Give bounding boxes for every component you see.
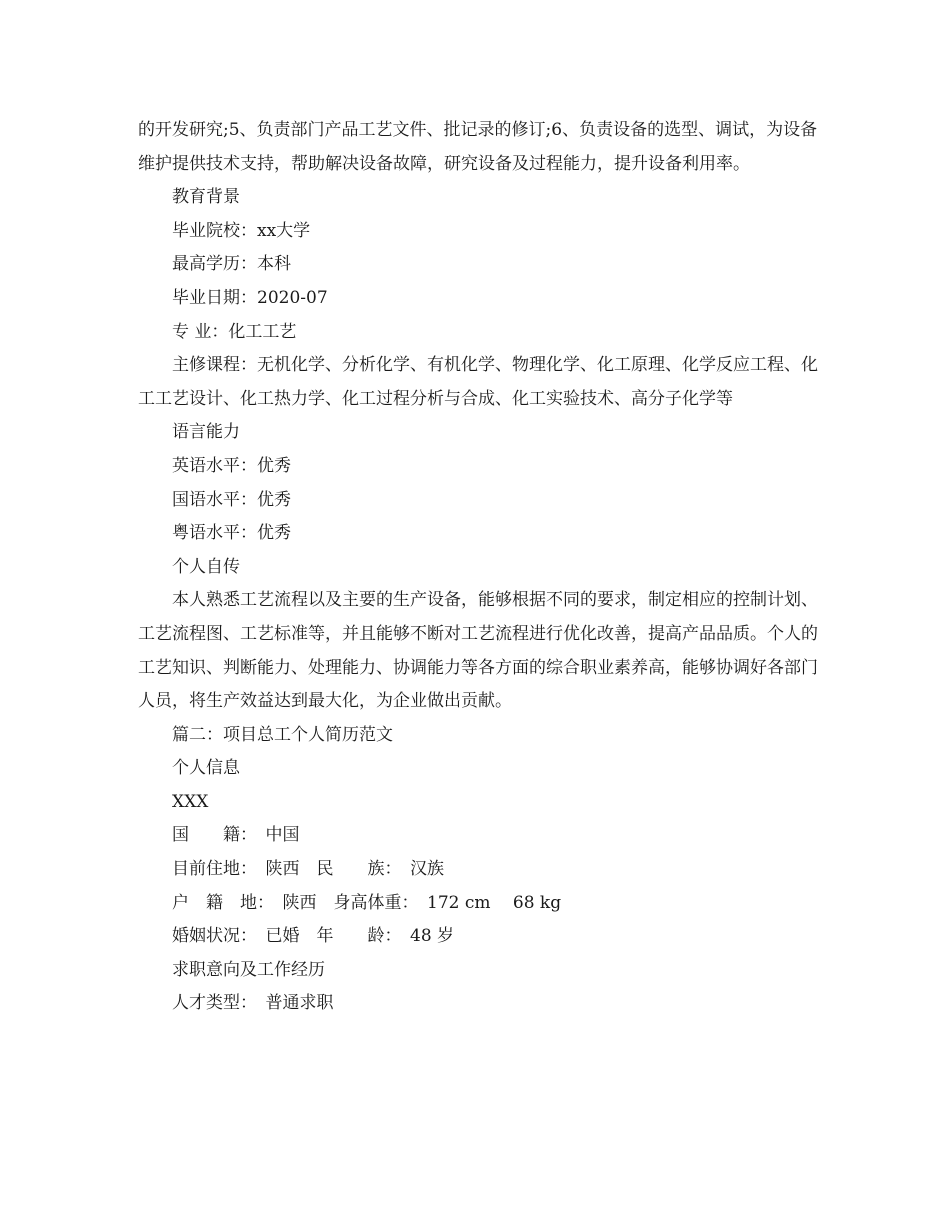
- field-degree: 最高学历：本科: [172, 254, 291, 275]
- field-cantonese: 粤语水平：优秀: [172, 523, 291, 544]
- field-marital-age: 婚姻状况： 已婚 年 龄： 48 岁: [172, 926, 455, 947]
- heading-part-two: 篇二：项目总工个人简历范文: [172, 724, 393, 745]
- field-talent-type: 人才类型： 普通求职: [172, 993, 334, 1014]
- heading-job-intention: 求职意向及工作经历: [172, 959, 325, 980]
- paragraph-autobiography: 本人熟悉工艺流程以及主要的生产设备，能够根据不同的要求，制定相应的控制计划、工艺流程图、工艺标准等，并且能够不断对工艺流程进行优化改善，提高产品品质。个人的工艺知识、判断能力、处理能力、协调能力等各方面的综合职业素养高，能够协调好各部门人员，将生产效益达到最大化，为企业做出贡献。: [138, 590, 818, 712]
- field-residence-ethnicity: 目前住地： 陕西 民 族： 汉族: [172, 859, 444, 880]
- document-page: [138, 114, 818, 1021]
- heading-language: 语言能力: [172, 422, 240, 443]
- field-hukou-height-weight: 户 籍 地： 陕西 身高体重： 172 cm 68 kg: [172, 892, 562, 913]
- paragraph-job-duties-continued: 的开发研究;5、负责部门产品工艺文件、批记录的修订;6、负责设备的选型、调试，为设备维护提供技术支持，帮助解决设备故障，研究设备及过程能力，提升设备利用率。: [138, 120, 818, 174]
- heading-personal-info: 个人信息: [172, 758, 240, 779]
- field-major: 专 业：化工工艺: [172, 321, 297, 342]
- field-school: 毕业院校：xx大学: [172, 220, 311, 241]
- field-nationality: 国 籍： 中国: [172, 825, 300, 846]
- heading-autobiography: 个人自传: [172, 556, 240, 577]
- field-english: 英语水平：优秀: [172, 455, 291, 476]
- heading-education: 教育背景: [172, 187, 240, 208]
- field-courses: 主修课程：无机化学、分析化学、有机化学、物理化学、化工原理、化学反应工程、化工工艺设计、化工热力学、化工过程分析与合成、化工实验技术、高分子化学等: [138, 355, 818, 409]
- field-graduation-date: 毕业日期：2020-07: [172, 287, 328, 308]
- field-mandarin: 国语水平：优秀: [172, 489, 291, 510]
- field-name: XXX: [172, 791, 209, 812]
